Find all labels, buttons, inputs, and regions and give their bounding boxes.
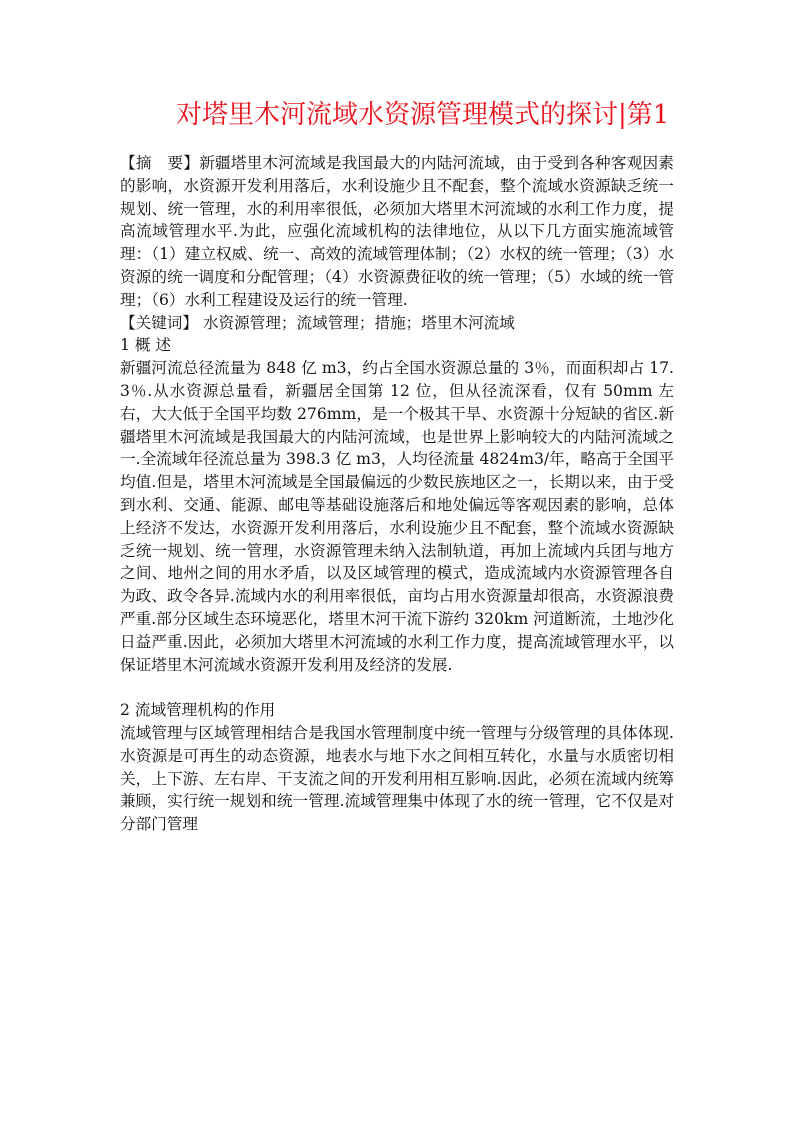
section-1-heading: 1 概 述 [120,336,172,355]
abstract-text: 新疆塔里木河流域是我国最大的内陆河流域，由于受到各种客观因素的影响，水资源开发利用落后，水利设施少且不配套，整个流域水资源缺乏统一规划、统一管理，水的利用率很低，必须加大塔里木河流域的水利工作力度，提高流域管理水平.为此，应强化流域机构的法律地位，从以下几方面实施流域管理：（1）建立权威、统一、高效的流域管理体制；（2）水权的统一管理；（3）水资源的统一调度和分配管理；（4）水资源费征收的统一管理；（5）水域的统一管理；（6）水利工程建设及运行的统一管理. [120,154,674,309]
keywords-label: 【关键词】 [120,313,198,332]
document-page [120,98,674,836]
section-1-body: 新疆河流总径流量为 848 亿 m3，约占全国水资源总量的 3％，而面积却占 17.3％.从水资源总量看，新疆居全国第 12 位，但从径流深看，仅有 50mm 左右，大大低于全国平均数 276mm，是一个极其干旱、水资源十分短缺的省区.新疆塔里木河流域是我国最大的内陆河流域，也是世界上影响较大的内陆河流域之一.全流域年径流总量为 398.3 亿 m3，人均径流量 4824m3/年，略高于全国平均值.但是，塔里木河流域是全国最偏远的少数民族地区之一，长期以来，由于受到水利、交通、能源、邮电等基础设施落后和地处偏远等客观因素的影响，总体上经济不发达，水资源开发利用落后，水利设施少且不配套，整个流域水资源缺乏统一规划、统一管理，水资源管理未纳入法制轨道，再加上流域内兵团与地方之间、地州之间的用水矛盾，以及区域管理的模式，造成流域内水资源管理各自为政、政令各异.流域内水的利用率很低，亩均占用水资源量却很高，水资源浪费严重.部分区域生态环境恶化，塔里木河干流下游约 320km 河道断流，土地沙化日益严重.因此，必须加大塔里木河流域的水利工作力度，提高流域管理水平，以保证塔里木河流域水资源开发利用及经济的发展. [120,359,674,674]
section-2-body: 流域管理与区域管理相结合是我国水管理制度中统一管理与分级管理的具体体现.水资源是可再生的动态资源，地表水与地下水之间相互转化，水量与水质密切相关，上下游、左右岸、干支流之间的开发利用相互影响.因此，必须在流域内统筹兼顾，实行统一规划和统一管理.流域管理集中体现了水的统一管理，它不仅是对分部门管理 [120,723,674,834]
document-title: 对塔里木河流域水资源管理模式的探讨|第1 [176,100,670,130]
section-2-heading: 2 流域管理机构的作用 [120,701,276,720]
abstract-label: 【摘 要】 [120,154,200,172]
keywords-paragraph [120,312,674,335]
paragraph-spacer [120,676,674,699]
abstract-paragraph [120,152,674,312]
keywords-text: 水资源管理；流域管理；措施；塔里木河流域 [197,313,515,332]
